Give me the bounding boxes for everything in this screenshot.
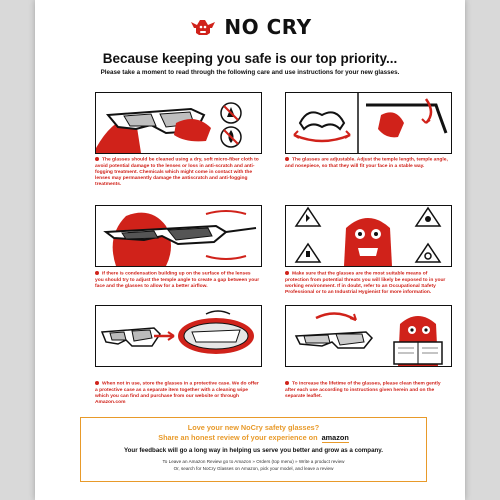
caption-adjustable: The glasses are adjustable. Adjust the temple length, temple angle, and nosepiece, so that they will fit your face in a stable way.	[285, 157, 448, 169]
bullet-icon	[285, 157, 289, 161]
amazon-logo[interactable]: amazon	[321, 433, 349, 442]
instruction-sheet	[35, 0, 465, 500]
bullet-icon	[285, 271, 289, 275]
condensation-illustration	[96, 206, 261, 266]
caption-leaflet: To increase the lifetime of the glasses, please clean them gently after each use according to instructions given herein and on the separate leaflet.	[285, 381, 441, 399]
bullet-icon	[285, 381, 289, 385]
protective-case-illustration	[96, 306, 261, 366]
caption-condensation: If there is condensation building up on the surface of the lenses you should try to adjust the temple angle to create a gap between your face and the glasses to allow for a better airflow.	[95, 271, 260, 289]
page-title: Because keeping you safe is our top priority...	[102, 51, 398, 66]
panel-hazard	[285, 205, 452, 267]
brand-name: NO CRY	[224, 15, 312, 39]
caption-cleaning: The glasses should be cleaned using a dry, soft micro-fiber cloth to avoid potential damage to the lenses or loss in anti-scratch and anti-fogging treatment. Chemicals which might come in contact with the lenses may permanently damage the antiscratch and anti-fogging treatments.	[95, 157, 259, 188]
panel-leaflet	[285, 305, 452, 367]
cleaning-leaflet-illustration	[286, 306, 451, 366]
panel-condensation	[95, 205, 262, 267]
bullet-icon	[95, 271, 99, 275]
panel-case	[95, 305, 262, 367]
bull-mascot-icon	[188, 16, 218, 38]
bullet-icon	[95, 157, 99, 161]
review-cta-box	[80, 417, 427, 482]
bullet-icon	[95, 381, 99, 385]
cta-instructions: To Leave an Amazon Review go to Amazon » Orders (top menu) » Write a product review	[162, 459, 345, 464]
caption-hazard: Make sure that the glasses are the most suitable means of protection from potential threats you will likely be exposed to in your working environment. If in doubt, refer to an Occupational Safety Professional or to an Industrial Hygienist for more information.	[285, 271, 446, 296]
cta-search-instructions: Or, search for NoCry Glasses on Amazon, pick your model, and leave a review	[173, 466, 334, 471]
cta-feedback-text: Your feedback will go a long way in helping us serve you better and grow as a company.	[123, 447, 383, 454]
warning-sign-icon	[296, 208, 320, 226]
cleaning-cloth-illustration	[96, 93, 261, 153]
adjustable-frame-illustration	[286, 93, 451, 153]
panel-cleaning	[95, 92, 262, 154]
cta-subheading: Share an honest review of your experience on amazon	[158, 433, 349, 442]
panel-adjustable	[285, 92, 452, 154]
cta-heading: Love your new NoCry safety glasses?	[187, 423, 320, 432]
caption-case: When not in use, store the glasses in a protective case. We do offer a protective case as a separate item together with a cleaning wipe which you can find and purchase from our website or through Amazon.com	[95, 381, 259, 406]
brand-logo	[35, 13, 465, 41]
page-subtitle: Please take a moment to read through the following care and use instructions for your new glasses.	[100, 69, 400, 76]
hazard-warning-illustration	[286, 206, 451, 266]
